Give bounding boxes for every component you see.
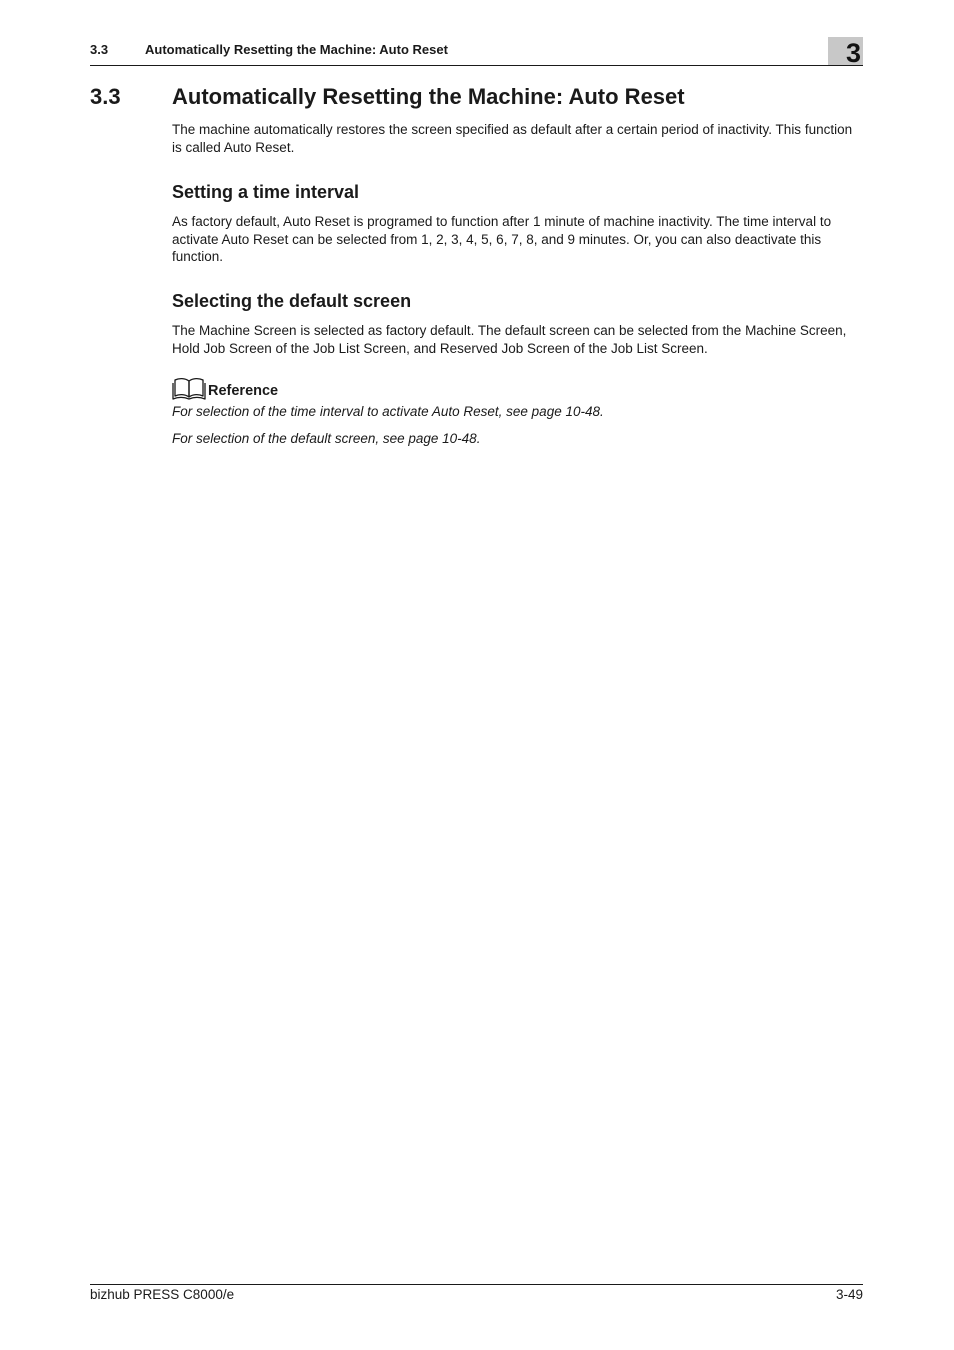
- book-icon: [172, 376, 206, 400]
- reference-item-time-interval: For selection of the time interval to activate Auto Reset, see page 10-48.: [172, 404, 604, 419]
- section-intro: The machine automatically restores the screen specified as default after a certain period of inactivity. This function is called Auto Reset.: [172, 122, 853, 155]
- header-section-number: 3.3: [90, 42, 109, 57]
- header-section-title: Automatically Resetting the Machine: Auto Reset: [145, 42, 448, 57]
- section-number: 3.3: [90, 84, 121, 109]
- reference-item-default-screen: For selection of the default screen, see page 10-48.: [172, 431, 481, 446]
- section-title: Automatically Resetting the Machine: Auto Reset: [172, 84, 685, 109]
- chapter-tab: [828, 37, 863, 68]
- chapter-number: 3: [845, 38, 861, 68]
- default-screen-body: The Machine Screen is selected as factory default. The default screen can be selected from the Machine Screen, Hold Job Screen of the Job List Screen, and Reserved Job Screen of the Job List Screen.: [172, 323, 847, 356]
- footer-page-number: 3-49: [835, 1287, 863, 1302]
- reference-label: Reference: [208, 383, 279, 399]
- time-interval-body: As factory default, Auto Reset is programed to function after 1 minute of machine inactivity. The time interval to activate Auto Reset can be selected from 1, 2, 3, 4, 5, 6, 7, 8, and 9 minutes. Or, you can also deactivate this function.: [172, 214, 832, 264]
- footer-divider: [90, 1284, 863, 1285]
- header-divider: [90, 65, 863, 66]
- time-interval-heading: Setting a time interval: [172, 182, 360, 202]
- footer-product-name: bizhub PRESS C8000/e: [90, 1287, 235, 1302]
- default-screen-heading: Selecting the default screen: [172, 291, 412, 311]
